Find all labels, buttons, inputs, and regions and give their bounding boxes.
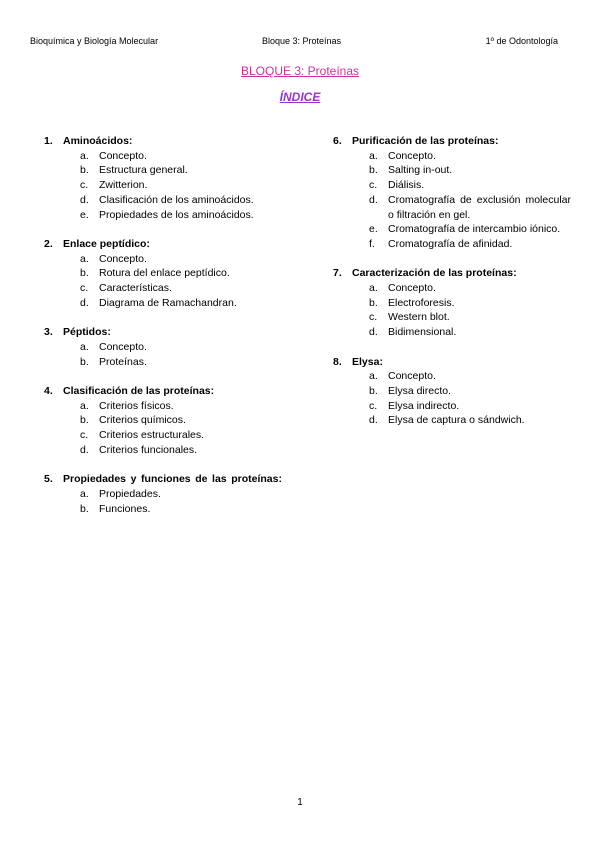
item-letter: c. [369,399,378,412]
section-number: 1. [44,135,53,147]
item-letter: b. [80,267,89,280]
list-item [369,237,571,252]
index-column-right [333,134,571,443]
section-number: 6. [333,135,342,147]
item-letter: c. [80,282,89,295]
index-section [44,237,282,311]
item-text: Estructura general. [99,164,188,177]
section-items [333,281,571,340]
section-title: Clasificación de las proteínas: [63,384,215,397]
item-letter: a. [369,282,378,295]
item-text: Criterios estructurales. [99,429,205,442]
index-section [44,472,282,516]
item-letter: b. [80,164,89,177]
section-heading [333,134,571,149]
item-text: Concepto. [99,149,147,162]
list-item [369,193,571,222]
item-text: Proteínas. [99,355,147,368]
item-letter: c. [369,179,378,192]
list-item [369,413,571,428]
item-text: Salting in-out. [388,164,453,177]
item-letter: d. [369,326,378,339]
list-item [369,384,571,399]
list-item [369,399,571,414]
header-course: Bioquímica y Biología Molecular [30,36,159,46]
section-heading [44,237,282,252]
item-letter: b. [80,355,89,368]
section-number: 7. [333,267,342,280]
item-text: Funciones. [99,502,151,515]
section-heading [44,472,282,487]
item-text: Características. [99,282,172,295]
list-item [80,502,282,517]
item-letter: b. [80,414,89,427]
item-text: Cromatografía de intercambio iónico. [388,223,561,236]
list-item [80,163,282,178]
section-items [44,399,282,458]
item-letter: b. [80,502,89,515]
list-item [80,340,282,355]
item-text: Western blot. [388,311,450,324]
item-text: Criterios químicos. [99,414,186,427]
section-items [333,149,571,252]
page-header [30,36,558,50]
list-item [80,266,282,281]
index-section [44,134,282,222]
item-text: Electroforesis. [388,296,455,309]
item-letter: a. [80,487,89,500]
item-letter: a. [369,149,378,162]
item-letter: a. [80,340,89,353]
item-letter: e. [80,208,89,221]
item-letter: b. [369,384,378,397]
list-item [369,310,571,325]
index-section [333,266,571,340]
item-text: Diálisis. [388,179,425,192]
section-number: 5. [44,473,53,486]
item-text: Propiedades. [99,487,161,500]
section-number: 2. [44,237,53,250]
item-letter: c. [369,311,378,324]
item-letter: a. [80,149,89,162]
list-item [80,443,282,458]
item-letter: d. [80,443,89,456]
list-item [369,296,571,311]
item-text: Elysa indirecto. [388,399,460,412]
item-letter: d. [369,193,378,206]
item-text: Cromatografía de afinidad. [388,237,513,250]
section-heading [44,325,282,340]
list-item [80,296,282,311]
section-items [44,252,282,311]
section-heading [44,384,282,399]
section-heading [44,134,282,149]
item-letter: e. [369,223,378,236]
index-section [44,325,282,369]
section-title: Purificación de las proteínas: [352,135,499,147]
list-item [80,487,282,502]
section-title: Aminoácidos: [63,135,133,147]
item-text: Criterios físicos. [99,399,174,412]
item-text: Concepto. [388,370,436,383]
item-text: Elysa directo. [388,384,452,397]
list-item [80,193,282,208]
list-item [80,399,282,414]
item-text: Concepto. [388,149,436,162]
list-item [80,281,282,296]
section-title: Propiedades y funciones de las proteínas: [63,473,282,486]
section-items [44,340,282,369]
index-section [333,355,571,429]
section-heading [333,355,571,370]
section-items [44,149,282,223]
section-heading [333,266,571,281]
section-number: 4. [44,384,53,397]
header-degree: 1º de Odontología [485,36,558,46]
section-title: Péptidos: [63,326,111,339]
list-item [80,413,282,428]
index-section [333,134,571,252]
list-item [369,163,571,178]
item-text: Cromatografía de exclusión molecular o filtración en gel. [388,193,571,221]
index-column-left [44,134,282,531]
list-item [369,281,571,296]
section-title: Caracterización de las proteínas: [352,267,517,280]
item-letter: b. [369,296,378,309]
item-letter: a. [80,252,89,265]
list-item [80,252,282,267]
list-item [80,208,282,223]
item-text: Concepto. [99,340,147,353]
list-item [369,325,571,340]
item-letter: d. [80,193,89,206]
item-text: Propiedades de los aminoácidos. [99,208,254,221]
list-item [369,178,571,193]
item-letter: d. [80,296,89,309]
item-letter: a. [369,370,378,383]
list-item [80,149,282,164]
section-number: 8. [333,355,342,368]
item-text: Concepto. [388,282,436,295]
item-text: Diagrama de Ramachandran. [99,296,237,309]
document-title: BLOQUE 3: Proteínas [240,64,360,78]
item-text: Clasificación de los aminoácidos. [99,193,254,206]
item-text: Elysa de captura o sándwich. [388,414,525,427]
list-item [369,369,571,384]
list-item [80,355,282,370]
item-letter: b. [369,164,378,177]
item-letter: d. [369,414,378,427]
list-item [369,222,571,237]
section-items [44,487,282,516]
item-text: Bidimensional. [388,326,457,339]
header-block: Bloque 3: Proteínas [262,36,342,46]
item-letter: c. [80,429,89,442]
list-item [80,178,282,193]
item-text: Zwitterion. [99,179,148,192]
index-heading: ÍNDICE [279,90,321,104]
list-item [369,149,571,164]
page-number: 1 [297,797,303,808]
section-number: 3. [44,326,53,339]
list-item [80,428,282,443]
item-text: Criterios funcionales. [99,443,198,456]
item-text: Rotura del enlace peptídico. [99,267,230,280]
section-items [333,369,571,428]
item-text: Concepto. [99,252,147,265]
index-section [44,384,282,458]
item-letter: f. [369,237,375,250]
item-letter: a. [80,399,89,412]
item-letter: c. [80,179,89,192]
section-title: Enlace peptídico: [63,237,150,250]
section-title: Elysa: [352,355,383,368]
